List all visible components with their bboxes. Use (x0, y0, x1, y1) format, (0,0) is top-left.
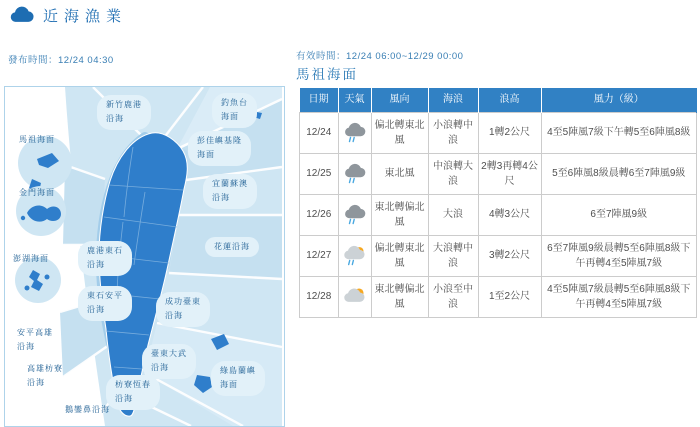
col-header-3: 海浪 (428, 88, 478, 112)
map-label-matsu[interactable]: 馬祖海面 (19, 135, 55, 144)
wind-direction-cell: 偏北轉東北風 (371, 235, 428, 276)
valid-time (296, 48, 463, 62)
wind-force-cell: 6至7陣風9級 (541, 194, 697, 235)
wave-height-cell: 3轉2公尺 (478, 235, 541, 276)
col-header-5: 風力（級） (541, 88, 697, 112)
map-label-diaoyutai[interactable]: 釣魚台 海面 (212, 93, 257, 128)
wind-force-cell: 6至7陣風9級晨轉5至6陣風8級下午再轉4至5陣風7級 (541, 235, 697, 276)
rain-cloud-icon (342, 163, 368, 185)
wave-height-cell: 4轉3公尺 (478, 194, 541, 235)
map-label-pengjiayu-keelung[interactable]: 彭佳嶼基隆 海面 (188, 131, 251, 166)
map-label-yilan-suao[interactable]: 宜蘭蘇澳 沿海 (203, 174, 257, 209)
wave-height-cell: 2轉3再轉4公尺 (478, 153, 541, 194)
map-label-taitung-dawu[interactable]: 臺東大武 沿海 (142, 344, 196, 379)
rain-cloud-icon (342, 122, 368, 144)
col-header-4: 浪高 (478, 88, 541, 112)
date-cell: 12/28 (300, 276, 339, 317)
map-label-kinmen[interactable]: 金門海面 (19, 188, 55, 197)
sea-state-cell: 中浪轉大浪 (428, 153, 478, 194)
page-title: 近海漁業 (43, 8, 128, 25)
rain-cloud-icon (342, 204, 368, 226)
sun-cloud-icon (342, 286, 368, 308)
sea-state-cell: 小浪至中浪 (428, 276, 478, 317)
wind-direction-cell: 東北轉偏北風 (371, 276, 428, 317)
map-label-penghu[interactable]: 澎湖海面 (13, 254, 49, 263)
table-row (300, 194, 697, 235)
date-cell: 12/26 (300, 194, 339, 235)
published-time-label: 發布時間： (8, 55, 59, 66)
wave-height-cell: 1轉2公尺 (478, 112, 541, 153)
sea-state-cell: 小浪轉中浪 (428, 112, 478, 153)
map-label-lyudao-lanyu[interactable]: 綠島蘭嶼 海面 (211, 361, 265, 396)
date-cell: 12/24 (300, 112, 339, 153)
table-row (300, 153, 697, 194)
table-header-row (300, 88, 697, 112)
wind-force-cell: 4至5陣風7級下午轉5至6陣風8級 (541, 112, 697, 153)
map-label-kaohsiung-fangliao[interactable]: 高雄枋寮 沿海 (27, 364, 63, 388)
col-header-2: 風向 (371, 88, 428, 112)
wind-force-cell: 5至6陣風8級晨轉6至7陣風9級 (541, 153, 697, 194)
col-header-1: 天氣 (338, 88, 371, 112)
valid-time-value: 12/24 06:00~12/29 00:00 (346, 51, 464, 62)
sea-area-title: 馬祖海面 (296, 67, 358, 82)
map-label-hualien[interactable]: 花蓮沿海 (205, 237, 259, 257)
wind-force-cell: 4至5陣風7級晨轉5至6陣風8級下午再轉4至5陣風7級 (541, 276, 697, 317)
map-label-fangliao-hengchun[interactable]: 枋寮恆春 沿海 (106, 375, 160, 410)
map-label-eluanbi[interactable]: 鵝鑾鼻沿海 (65, 405, 110, 414)
map-label-dongshi-anping[interactable]: 東石安平 沿海 (78, 286, 132, 321)
map-label-chenggong-taitung[interactable]: 成功臺東 沿海 (156, 292, 210, 327)
sea-state-cell: 大浪轉中浪 (428, 235, 478, 276)
wind-direction-cell: 東北風 (371, 153, 428, 194)
published-time-value: 12/24 04:30 (58, 55, 114, 66)
cloud-icon (8, 6, 34, 25)
sea-state-cell: 大浪 (428, 194, 478, 235)
table-row (300, 276, 697, 317)
wind-direction-cell: 偏北轉東北風 (371, 112, 428, 153)
map-label-lugang-dongshi[interactable]: 鹿港東石 沿海 (78, 241, 132, 276)
wind-direction-cell: 東北轉偏北風 (371, 194, 428, 235)
map-label-anping-kaohsiung[interactable]: 安平高雄 沿海 (17, 328, 53, 352)
map-label-xinzhu-lugang[interactable]: 新竹鹿港 沿海 (97, 95, 151, 130)
table-row (300, 235, 697, 276)
sun-rain-cloud-icon (342, 245, 368, 267)
weather-cell (338, 276, 371, 317)
col-header-0: 日期 (300, 88, 339, 112)
valid-time-label: 有效時間： (296, 51, 347, 62)
weather-cell (338, 194, 371, 235)
forecast-table (299, 88, 697, 318)
weather-cell (338, 235, 371, 276)
page-header (8, 5, 127, 26)
date-cell: 12/27 (300, 235, 339, 276)
weather-cell (338, 153, 371, 194)
published-time (8, 52, 114, 66)
table-row (300, 112, 697, 153)
weather-cell (338, 112, 371, 153)
wave-height-cell: 1至2公尺 (478, 276, 541, 317)
date-cell: 12/25 (300, 153, 339, 194)
taiwan-map-panel (4, 86, 285, 427)
